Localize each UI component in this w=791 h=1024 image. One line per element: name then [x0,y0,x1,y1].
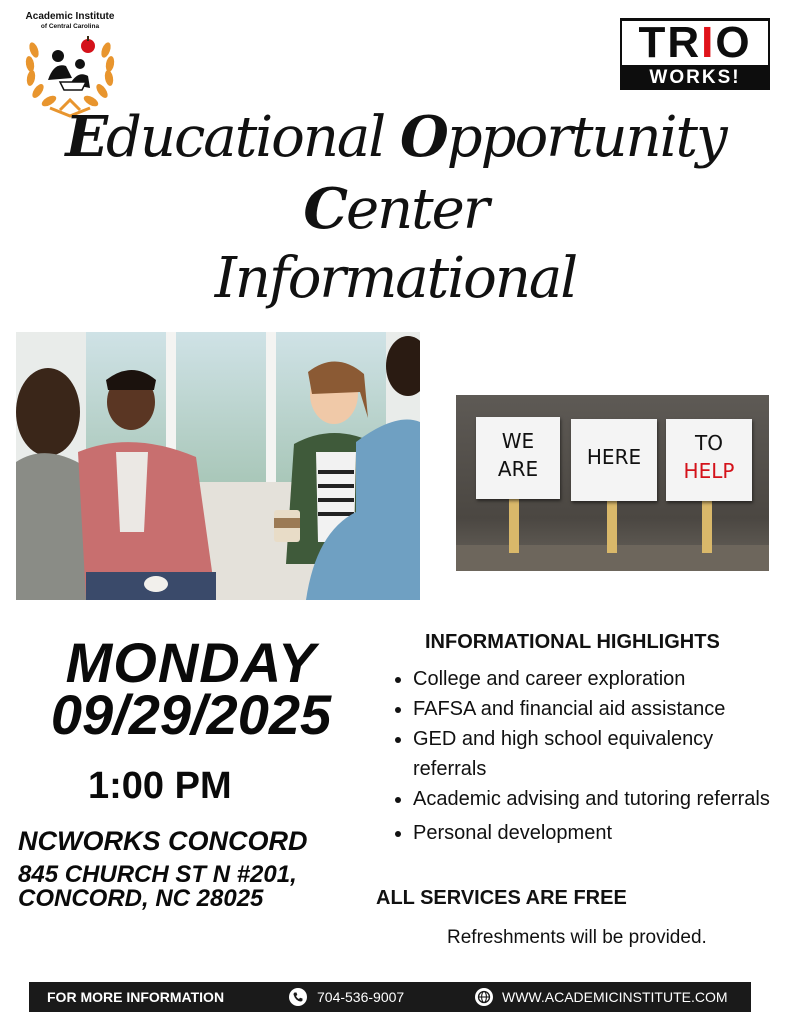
sign-text-help: HELP [683,459,735,483]
refreshments-note: Refreshments will be provided. [447,927,707,948]
phone-icon [289,988,307,1006]
org-name: Academic Institute [25,11,115,22]
free-services-note: ALL SERVICES ARE FREE [376,887,627,909]
sign-text-are: ARE [497,457,539,481]
sign-card-here [571,419,657,501]
phone-number[interactable]: 704-536-9007 [317,989,405,1005]
trio-works-logo [620,18,770,90]
highlights-heading: INFORMATIONAL HIGHLIGHTS [425,631,720,653]
list-item: FAFSA and financial aid assistance [392,694,784,724]
event-day: MONDAY [65,631,317,694]
event-address-line-1: 845 CHURCH ST N #201, [18,861,297,888]
title-line-3: Informational [214,246,577,311]
globe-icon [475,988,493,1006]
list-item: GED and high school equivalency referrals [392,724,784,784]
trio-works-text: WORKS! [649,67,741,88]
trio-wordmark: TRIO [622,21,768,65]
sign-text-to: TO [695,431,723,455]
event-time: 1:00 PM [88,765,232,807]
sign-text-here: HERE [586,445,642,469]
academic-institute-logo [14,12,126,118]
sign-card-to-help [666,419,752,501]
event-address-line-2: CONCORD, NC 28025 [18,885,264,912]
contact-footer [29,982,751,1012]
org-subtitle: of Central Carolina [40,23,100,30]
title-line-1: Educational Opportunity [65,104,726,170]
list-item: Academic advising and tutoring referrals [392,784,784,814]
we-are-here-to-help-photo [456,395,769,571]
group-discussion-photo [16,332,420,600]
list-item: Personal development [392,818,784,848]
website-link[interactable]: WWW.ACADEMICINSTITUTE.COM [502,989,728,1005]
highlights-list [392,664,784,848]
event-venue: NCWORKS CONCORD [18,826,308,856]
title-line-2: Center [303,176,488,242]
list-item: College and career exploration [392,664,784,694]
event-date: 09/29/2025 [50,683,332,746]
sign-text-we: WE [501,429,535,453]
more-info-label: FOR MORE INFORMATION [47,989,225,1005]
sign-card-we-are [476,417,560,499]
